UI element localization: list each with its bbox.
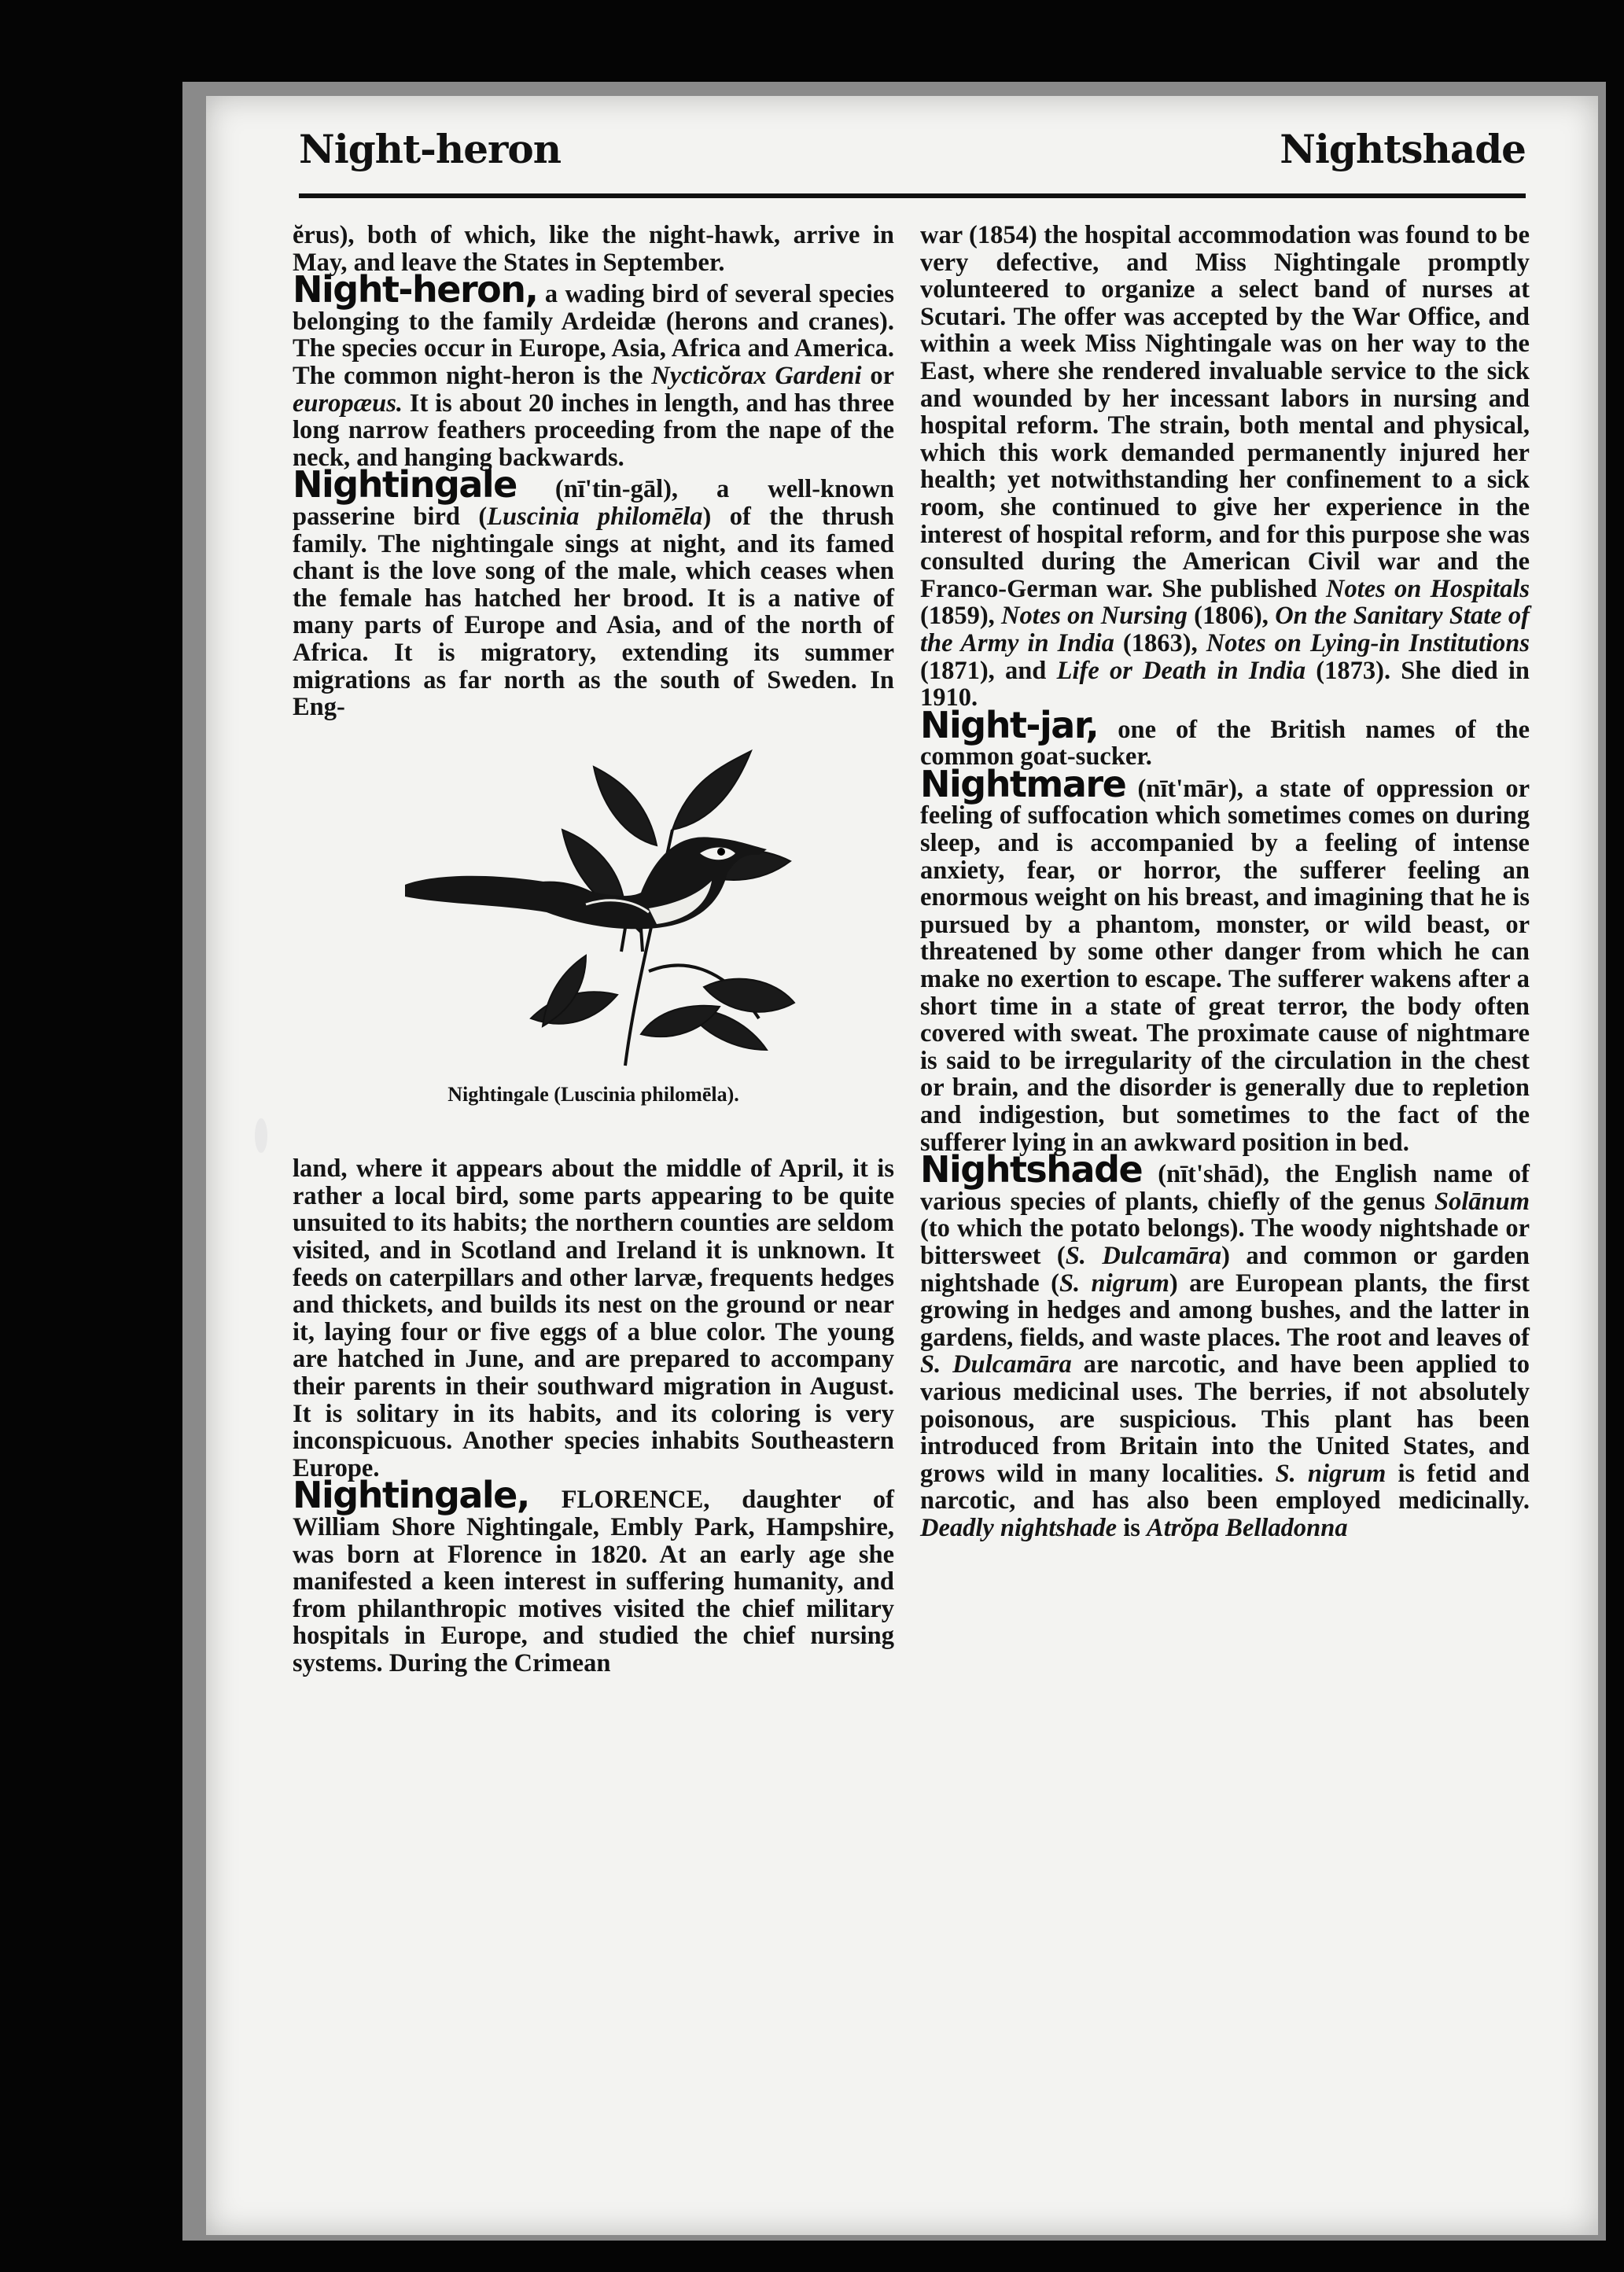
entry-nightshade: [920, 1148, 1530, 1542]
entry-italic: Deadly nightshade: [920, 1513, 1118, 1542]
entry-night-heron: [293, 268, 895, 472]
entry-text: are narcotic, and have been applied to various medicinal uses. The berries, if not absolutely poisonous, are suspicious. This plant has been introduced from Britain into the United States, and grows wild in many localities.: [920, 1350, 1530, 1488]
entry-italic: Luscinia philomēla: [487, 502, 703, 531]
entry-text: It is about 20 inches in length, and has three long narrow feathers proceeding from the nape of the neck, and hanging backwards.: [293, 388, 894, 472]
entry-text: (nī'tin-gāl), a well-known passerine bird (: [293, 475, 894, 531]
entry-text: is fetid and narcotic, and has also been employed medicinally.: [920, 1459, 1530, 1515]
entry-italic: Solānum: [1434, 1187, 1530, 1216]
entry-text: ) and common or garden nightshade (: [920, 1241, 1530, 1298]
nightingale-figure: [293, 735, 894, 1109]
entry-italic: Notes on Nursing: [1001, 602, 1188, 631]
running-head-left: Night-heron: [299, 126, 562, 172]
entry-text: war (1854) the hospital accommodation was found to be very defective, and Miss Nightingale promptly volunteered to organize a select band of nurses at Scutari. The offer was accepted by the War Office, and within a week Miss Nightingale was on her way to the East, where she rendered invaluable service to the sick and wounded by her incessant labors in nursing and hospital reform. The strain, both mental and physical, which this work demanded permanently injured her health; yet notwithstanding her confinement to a sick room, she continued to give her experience in the interest of hospital reform, and for this purpose she was consulted during the American Civil war and the Franco-German war. She published: [920, 221, 1530, 603]
paragraph-continuation: ĕrus), both of which, like the night-hawk, arrive in May, and leave the States in September.: [293, 221, 894, 277]
paragraph-nightingale-continued: land, where it appears about the middle of April, it is rather a local bird, some parts appearing to be quite unsuited to its habits; the northern counties are seldom visited, and in Scotland and Ireland it is unknown. It feeds on caterpillars and other larvæ, frequents hedges and thickets, and builds its nest on the ground or near it, laying four or five eggs of a blue color. The young are hatched in June, and are prepared to accompany their parents in their southward migration in August. It is solitary in its habits, and its coloring is very inconspicuous. Another species inhabits Southeastern Europe.: [293, 1154, 894, 1482]
entry-nightingale-florence: [293, 1474, 894, 1677]
headword: Night-heron,: [293, 268, 538, 311]
running-head-right: Nightshade: [1280, 126, 1526, 172]
figure-caption: Nightingale (Luscinia philomēla).: [447, 1082, 739, 1106]
entry-italic: S. nigrum: [1059, 1269, 1169, 1298]
entry-text: a wading bird of several species belonging to the family Ardeidæ (herons and cranes). The species occur in Europe, Asia, Africa and America. The common night-heron is the: [293, 280, 894, 390]
entry-text: one of the British names of the common goat-sucker.: [920, 715, 1530, 771]
entry-nightmare: [920, 762, 1530, 1157]
headword: Nightmare: [920, 762, 1126, 805]
entry-italic: Nycticŏrax Gardeni: [651, 361, 862, 390]
entry-italic: S. Dulcamāra: [1065, 1241, 1222, 1270]
entry-text: (1873). She died in 1910.: [920, 656, 1530, 713]
headword: Nightingale: [293, 463, 517, 506]
entry-night-jar: [920, 703, 1530, 771]
header-rule: [299, 193, 1526, 198]
entry-text: (nīt'mār), a state of oppression or feeling of suffocation which sometimes comes on during sleep, and is accompanied by a feeling of intense anxiety, fear, or horror, the sufferer feeling an enormous weight on his breast, and imagining that he is pursued by a phantom, monster, or wild beast, or threatened by some other danger from which he can make no exertion to escape. The sufferer wakens after a short time in a state of great terror, the body often covered with sweat. The proximate cause of nightmare is said to be irregularity of the circulation in the chest or brain, and the disorder is generally due to repletion and indigestion, but sometimes to the fact of the sufferer lying in an awkward position in bed.: [920, 774, 1530, 1157]
headword: Nightshade: [920, 1148, 1143, 1191]
entry-italic: Atrŏpa Belladonna: [1147, 1513, 1348, 1542]
headword: Nightingale,: [293, 1474, 529, 1517]
entry-italic: europæus.: [293, 388, 403, 418]
entry-text: is: [1117, 1513, 1147, 1542]
right-column: [920, 222, 1530, 1542]
headword: Night-jar,: [920, 703, 1099, 746]
nightingale-illustration: [389, 735, 798, 1073]
entry-text: FLORENCE, daughter of William Shore Nightingale, Embly Park, Hampshire, was born at Florence in 1820. At an early age she manifested a keen interest in suffering humanity, and from philanthropic motives visited the chief military hospitals in Europe, and studied the chief nursing systems. During the Crimean: [293, 1486, 894, 1677]
entry-text: (1871), and: [920, 656, 1057, 685]
left-column: [293, 222, 894, 1677]
entry-text: (1863),: [1114, 628, 1206, 657]
entry-nightingale-florence-continued: [920, 222, 1530, 712]
running-head: [299, 126, 1526, 182]
entry-nightingale-bird: [293, 463, 894, 722]
entry-text: ) are European plants, the first growing in hedges and among bushes, and the latter in gardens, fields, and waste places. The root and leaves of: [920, 1269, 1530, 1352]
entry-italic: Notes on Lying-in Institutions: [1206, 628, 1530, 657]
entry-text: or: [861, 361, 895, 390]
entry-italic: S. Dulcamāra: [920, 1350, 1072, 1379]
entry-italic: Notes on Hospitals: [1325, 574, 1530, 603]
entry-italic: On the Sanitary State of the Army in India: [920, 602, 1530, 657]
entry-text: ) of the thrush family. The nightingale sings at night, and its famed chant is the love song of the male, which ceases when the female has hatched her brood. It is a native of many parts of Europe and Asia, and of the north of Africa. It is migratory, extending its summer migrations as far north as the south of Sweden. In Eng-: [293, 502, 894, 722]
entry-italic: S. nigrum: [1275, 1459, 1386, 1488]
entry-text: (1806),: [1187, 602, 1276, 631]
entry-text: (nīt'shād), the English name of various species of plants, chiefly of the genus: [920, 1160, 1530, 1216]
scan-speck: [255, 1118, 267, 1153]
entry-italic: Life or Death in India: [1056, 656, 1306, 685]
entry-text: (1859),: [920, 602, 1002, 631]
entry-text: (to which the potato belongs). The woody nightshade or bittersweet (: [920, 1214, 1530, 1270]
